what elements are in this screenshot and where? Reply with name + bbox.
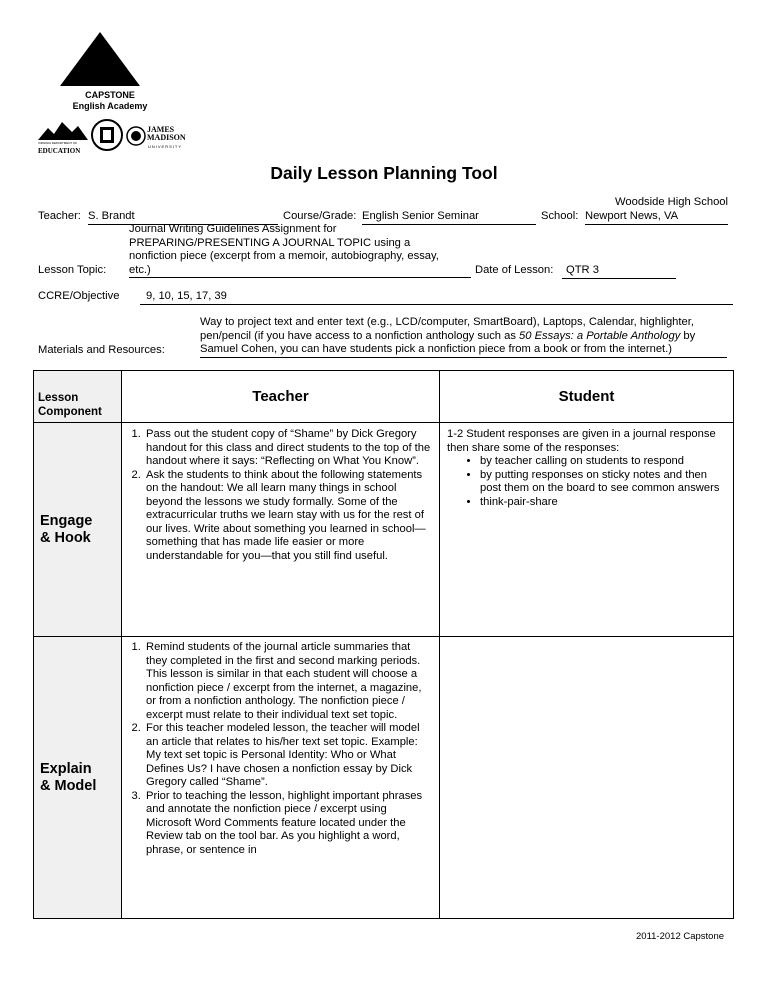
teacher-value: S. Brandt — [88, 210, 278, 225]
table-row — [34, 423, 734, 637]
table-row — [34, 637, 734, 919]
vdoe-text: EDUCATION — [38, 147, 81, 155]
student-cell — [440, 423, 734, 637]
jmu-seal-icon — [126, 122, 146, 152]
vdoe-logo — [38, 120, 88, 160]
teacher-cell — [122, 637, 440, 919]
table-header-row — [34, 371, 734, 423]
topic-line: nonfiction piece (excerpt from a memoir, autobiography, essay, — [129, 250, 439, 262]
jmu-small-text: UNIVERSITY — [148, 144, 183, 149]
date-value: QTR 3 — [562, 264, 676, 279]
anthology-title: 50 Essays: a Portable Anthology — [519, 329, 681, 342]
component-cell — [34, 423, 122, 637]
student-bullet: • think-pair-share — [480, 496, 723, 510]
crest-logo — [90, 118, 124, 152]
topic-line: Journal Writing Guidelines Assignment for — [129, 223, 337, 235]
materials-line: Way to project text and enter text (e.g., LCD/computer, SmartBoard), Laptops, Calendar, highlighter, — [200, 316, 694, 328]
student-bullet: • by putting responses on sticky notes and then post them on the board to see common answers — [480, 469, 723, 496]
component-cell — [34, 637, 122, 919]
student-cell — [440, 637, 734, 919]
course-value: English Senior Seminar — [362, 210, 536, 225]
topic-line: etc.) — [129, 264, 471, 279]
ccre-label: CCRE/Objective — [38, 290, 120, 302]
header-teacher-cell — [122, 371, 440, 423]
school-line1: Woodside High School — [615, 196, 728, 208]
student-bullet: • by teacher calling on students to respond — [480, 455, 723, 469]
teacher-cell — [122, 423, 440, 637]
student-intro: 1-2 Student responses are given in a journal response then share some of the responses: — [447, 428, 716, 454]
logo-line1: CAPSTONE — [85, 90, 135, 100]
component-heading: Lesson Component — [38, 392, 102, 418]
school-label: School: — [541, 210, 579, 222]
triangle-logo-icon — [56, 30, 166, 90]
teacher-step: 3. Prior to teaching the lesson, highlight important phrases and annotate the nonfiction piece / excerpt using Microsoft Word Comments feature located under the Review tab on the tool bar. As you highlight a word, phrase, or sentence in — [144, 790, 433, 858]
lesson-table — [33, 370, 734, 919]
school-line2: Newport News, VA — [585, 210, 728, 225]
course-label: Course/Grade: — [283, 210, 357, 222]
component-label: Engage & Hook — [40, 512, 93, 546]
jmu-text: JAMES MADISON — [147, 125, 186, 142]
date-label: Date of Lesson: — [475, 264, 554, 276]
ccre-value: 9, 10, 15, 17, 39 — [140, 290, 733, 305]
header-student-cell — [440, 371, 734, 423]
component-label: Explain & Model — [40, 760, 97, 794]
teacher-step: 2. For this teacher modeled lesson, the teacher will model an article that relates to his/her text set topic. Example: My text set topic is Personal Identity: Who or What Defines Us? I have chosen a nonfiction essay by Dick Gregory called “Shame”. — [144, 722, 433, 790]
page-title: Daily Lesson Planning Tool — [270, 163, 498, 183]
teacher-step: 2. Ask the students to think about the following statements on the handout: We all learn many things in school beyond the lessons we study formally. Some of the extracurricular truths we learn stay with us for the rest of our lives. Write about something you learned in school—something that has made life easier or more understandable for you—that you still find useful. — [144, 469, 433, 564]
topic-value — [129, 223, 471, 278]
student-heading: Student — [558, 388, 615, 405]
teacher-step: 1. Remind students of the journal article summaries that they completed in the first and second marking periods. This lesson is similar in that each student will choose a nonfiction piece / excerpt from the internet, a magazine, or from a nonfiction anthology. The nonfiction piece / excerpt must relate to their individual text set topic. — [144, 641, 433, 722]
footer-text: 2011-2012 Capstone — [636, 931, 725, 942]
crest-icon — [90, 118, 124, 152]
vdoe-mountains-icon — [38, 120, 88, 140]
teacher-steps — [122, 423, 439, 563]
student-bullets — [440, 455, 733, 509]
teacher-label: Teacher: — [38, 210, 81, 222]
topic-line: PREPARING/PRESENTING A JOURNAL TOPIC using a — [129, 236, 411, 249]
jmu-logo — [126, 120, 188, 154]
materials-line: pen/pencil (if you have access to a nonfiction anthology such as 50 Essays: a Portable Anthology by — [200, 329, 696, 342]
logo-line2: English Academy — [72, 101, 148, 111]
header-component-cell — [34, 371, 122, 423]
vdoe-small-text: VIRGINIA DEPARTMENT OF — [38, 141, 78, 145]
teacher-step: 1. Pass out the student copy of “Shame” by Dick Gregory handout for this class and direct students to the top of the handout where it says: “Reflecting on What You Know”. — [144, 428, 433, 469]
teacher-heading: Teacher — [252, 388, 309, 405]
topic-label: Lesson Topic: — [38, 264, 107, 276]
teacher-steps — [122, 637, 439, 857]
materials-value — [200, 316, 727, 358]
materials-label: Materials and Resources: — [38, 344, 165, 356]
materials-line: Samuel Cohen, you can have students pick a nonfiction piece from a book or from the internet.) — [200, 343, 727, 358]
